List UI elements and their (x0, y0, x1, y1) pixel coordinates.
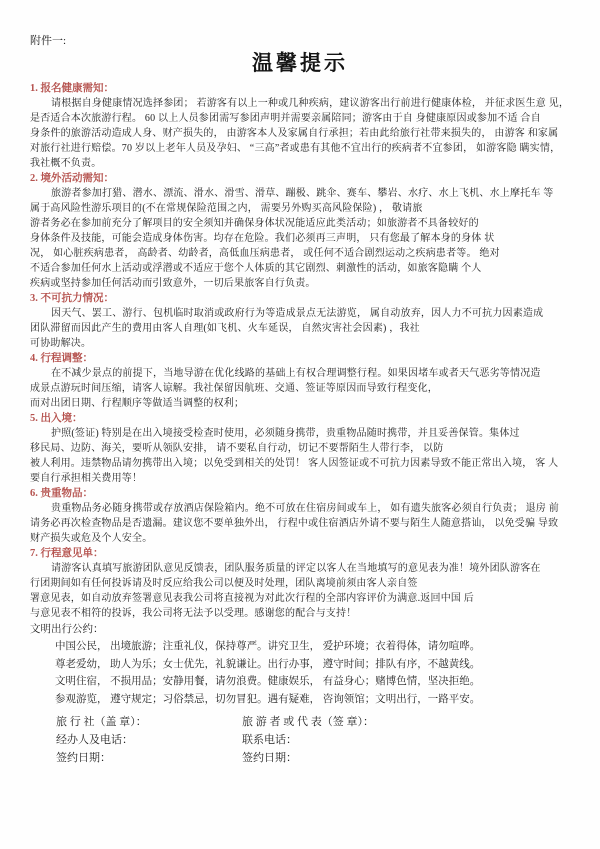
section-text-line: 属于高风险性游乐项目的(不在常规保险范围之内， 需要另外购买高风险保险) ， 敬请旅 (30, 203, 423, 214)
section-text-line: 是否适合本次旅游行程。 60 以上人员参团需写参团声明并需要亲属陪同；游客由于自 身健康原因或参加不适 合自 (30, 113, 541, 124)
convention-line: 尊老爱幼， 助人为乐；女士优先，礼貌谦让。出行办事， 遵守时间；排队有序，不越黄线。 (55, 658, 481, 670)
section-text-line: 请根据自身健康情况选择参团； 若游客有以上一种或几种疾病，建议游客出行前进行健康体检， 并征求医生意 见， (51, 98, 570, 109)
section-text-line: 不适合参加任何水上活动或浮潜或不适应于您个人体质的其它剧烈、刺激性的活动，如旅客隐瞒 个人 (30, 263, 482, 274)
convention-line: 文明住宿， 不损用品；安静用餐，请勿浪费。健康娱乐， 有益身心；赌博色情，坚决拒绝。 (55, 676, 481, 687)
attachment-label: 附件一: (30, 35, 67, 47)
section-heading: 4. 行程调整： (30, 353, 93, 364)
signature-label-right: 联系电话： (242, 734, 297, 746)
convention-lines-container (30, 638, 570, 708)
signature-row (30, 713, 570, 731)
convention-line: 参观游览， 遵守规定；习俗禁忌，切勿冒犯。遇有疑难， 咨询领馆；文明出行，一路平安。 (55, 693, 481, 705)
section-text-line: 与意见表不相符的投诉，我公司将无法予以受理。感谢您的配合与支持！ (30, 608, 357, 619)
section-text-line: 被人利用。违禁物品请勿携带出入境；以免受到相关的处罚！ 客人因签证或不可抗力因素导致不能正常出入境， 客 人 (30, 458, 559, 469)
signature-label-left: 签约日期： (56, 752, 111, 764)
section-text-line: 疾病或坚持参加任何活动而引致意外，一切后果旅客自行负责。 (30, 278, 316, 289)
section-text-line: 游者务必在参加前充分了解项目的安全须知并确保身体状况能适应此类活动；如旅游者不具备较好的 (30, 218, 479, 229)
section-text-line: 在不减少景点的前提下，当地导游在优化线路的基础上有权合理调整行程。如果因堵车或者天气恶劣等情况造 (51, 368, 541, 379)
section-text-line: 况， 如心脏疾病患者， 高龄者、幼龄者，高低血压病患者， 或任何不适合剧烈运动之疾病患者等。 绝对 (30, 248, 500, 259)
section-text-line: 请游客认真填写旅游团队意见反馈表，团队服务质量的评定以客人在当地填写的意见表为准！境外团队游客在 (51, 563, 541, 574)
section-text-line: 请务必再次检查物品是否遗漏。建议您不要单独外出， 行程中或住宿酒店外请不要与陌生人随意搭讪， 以免受骗 导致 (30, 518, 559, 529)
sections-container (30, 81, 570, 621)
section-text-line: 移民局、边防、海关，要听从领队安排， 请不要私自行动，切记不要帮陌生人带行李， 以防 (30, 443, 444, 454)
section-text-line: 对旅行社进行赔偿。70 岁以上老年人员及孕妇、 “三高”者或患有其他不宜出行的疾病者不宜参团， 如游客隐 瞒实情， (30, 143, 561, 154)
section-text-line: 团队滞留而因此产生的费用由客人自理(如飞机、火车延误， 自然灾害社会因素) ，我社 (30, 323, 420, 334)
section-text-line: 署意见表，如自动放弃签署意见表我公司将直接视为对此次行程的全部内容评价为满意.返回中国 后 (30, 593, 474, 604)
section-text-line: 旅游者参加打猎、潜水、漂流、滑水、滑雪、滑草、蹦极、跳伞、赛车、攀岩、水疗、水上飞机、水上摩托车 等 (51, 188, 554, 199)
section-heading: 1. 报名健康需知： (30, 83, 114, 94)
signature-label-right: 签约日期： (242, 752, 297, 764)
section-text-line: 贵重物品务必随身携带或存放酒店保险箱内。绝不可放在住宿房间或车上， 如有遗失旅客必须自行负责； 退房 前 (51, 503, 559, 514)
section-text-line: 要自行承担相关费用等！ (30, 473, 143, 484)
section-heading: 6. 贵重物品： (30, 488, 93, 499)
section-text-line: 护照(签证) 特别是在出入境接受检查时使用，必须随身携带，贵重物品随时携带，并且妥善保管。集体过 (51, 428, 520, 439)
section-text-line: 财产损失或危及个人安全。 (30, 533, 153, 544)
signature-row (30, 749, 570, 767)
section-text-line: 身条件的旅游活动造成人身、财产损失的， 由游客本人及家属自行承担；若由此给旅行社带来损失的， 由游客 和家属 (30, 128, 559, 139)
section-heading: 3. 不可抗力情况： (30, 293, 114, 304)
section-text-line: 因天气、罢工、游行、包机临时取消或政府行为等造成景点无法游览， 属自动放弃，因人力不可抗力因素造成 (51, 308, 544, 319)
section-text-line: 可协助解决。 (30, 338, 92, 349)
signature-label-left: 经办人及电话： (56, 734, 133, 746)
section-text-line: 成景点游玩时间压缩，请客人谅解。我社保留因航班、交通、签证等原因而导致行程变化， (30, 383, 438, 394)
convention-line: 中国公民， 出境旅游；注重礼仪，保持尊严。讲究卫生， 爱护环境；衣着得体，请勿喧哗。 (55, 641, 481, 652)
signature-label-left: 旅 行 社（盖 章）： (56, 716, 147, 728)
section-heading: 5. 出入境： (30, 413, 83, 424)
section-heading: 7. 行程意见单： (30, 548, 104, 559)
page-title: 温馨提示 (252, 51, 348, 75)
signature-label-right: 旅 游 者 或 代 表（签 章）： (242, 716, 374, 728)
section-text-line: 我社概不负责。 (30, 158, 102, 169)
section-text-line: 身体条件及技能，可能会造成身体伤害。均存在危险。我们必须再三声明， 只有您最了解本身的身体 状 (30, 233, 495, 244)
section-text-line: 而对出团日期、行程顺序等做适当调整的权利； (30, 398, 245, 409)
signature-row (30, 731, 570, 749)
section-heading: 2. 境外活动需知： (30, 173, 114, 184)
signature-block (30, 713, 570, 767)
convention-heading: 文明出行公约： (30, 624, 104, 635)
section-text-line: 行团期间如有任何投诉请及时反应给我公司以便及时处理，团队离境前须由客人亲自签 (30, 578, 418, 589)
